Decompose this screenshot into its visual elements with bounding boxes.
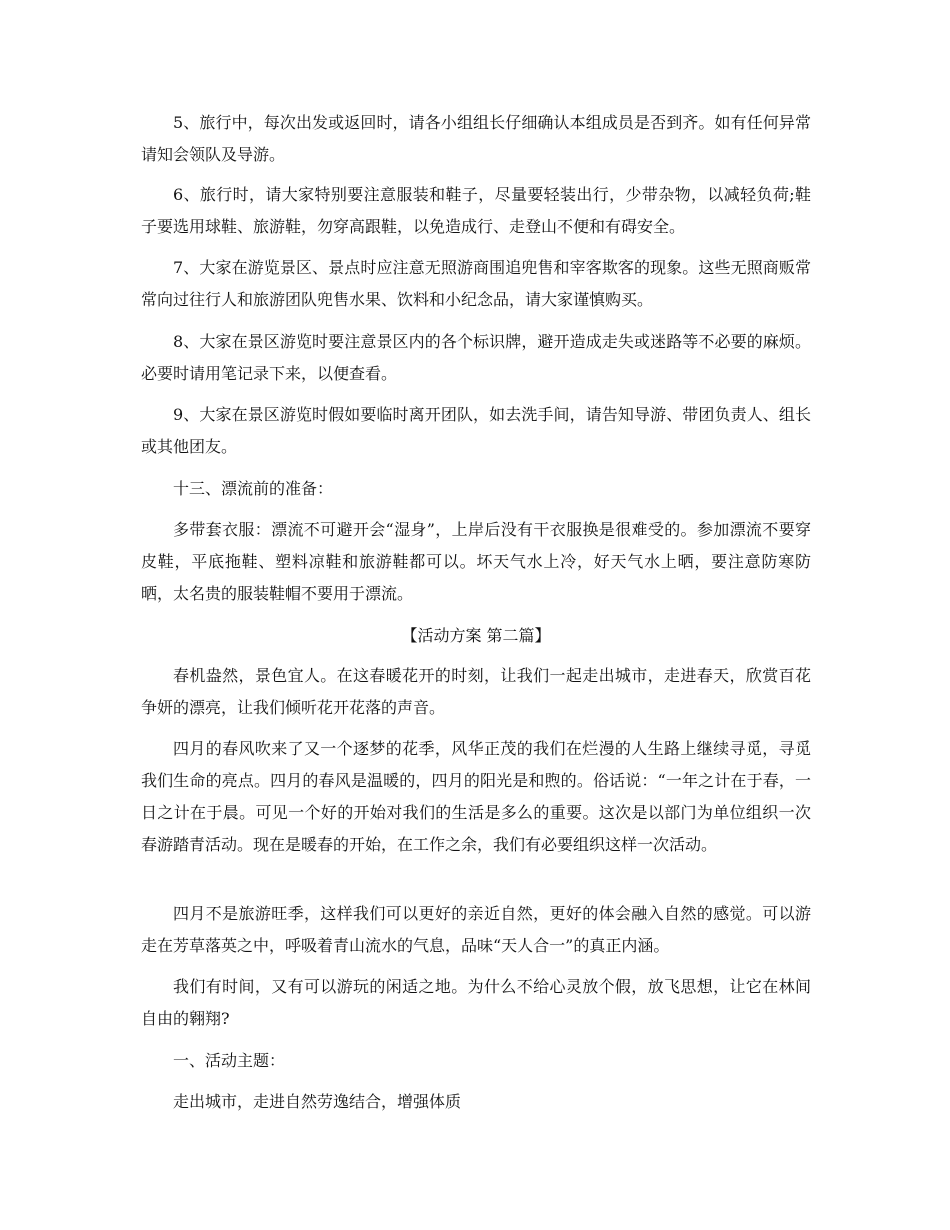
paragraph-item-6: 6、旅行时，请大家特别要注意服装和鞋子，尽量要轻装出行，少带杂物，以减轻负荷;鞋子要选用球鞋、旅游鞋，勿穿高跟鞋，以免造成行、走登山不便和有碍安全。 xyxy=(141,185,811,236)
paragraph-off-season: 四月不是旅游旺季，这样我们可以更好的亲近自然，更好的体会融入自然的感觉。可以游走在芳草落英之中，呼吸着青山流水的气息，品味“天人合一”的真正内涵。 xyxy=(141,904,811,955)
paragraph-item-5: 5、旅行中，每次出发或返回时，请各小组组长仔细确认本组成员是否到齐。如有任何异常请知会领队及导游。 xyxy=(141,113,811,164)
paragraph-item-8: 8、大家在景区游览时要注意景区内的各个标识牌，避开造成走失或迷路等不必要的麻烦。必要时请用笔记录下来，以便查看。 xyxy=(141,332,811,383)
heading-drifting-preparation: 十三、漂流前的准备： xyxy=(173,479,334,498)
paragraph-free-time: 我们有时间，又有可以游玩的闲适之地。为什么不给心灵放个假，放飞思想，让它在林间自由的翱翔? xyxy=(141,977,811,1028)
heading-activity-theme: 一、活动主题： xyxy=(173,1051,286,1070)
section-title: 【活动方案 第二篇】 xyxy=(401,626,551,645)
paragraph-item-9: 9、大家在景区游览时假如要临时离开团队，如去洗手间，请告知导游、带团负责人、组长或其他团友。 xyxy=(141,405,811,456)
paragraph-item-7: 7、大家在游览景区、景点时应注意无照游商围追兜售和宰客欺客的现象。这些无照商贩常常向过往行人和旅游团队兜售水果、饮料和小纪念品，请大家谨慎购买。 xyxy=(141,258,811,309)
paragraph-theme-content: 走出城市，走进自然劳逸结合，增强体质 xyxy=(173,1092,462,1111)
paragraph-drifting-clothes: 多带套衣服：漂流不可避开会“湿身”，上岸后没有干衣服换是很难受的。参加漂流不要穿皮鞋，平底拖鞋、塑料凉鞋和旅游鞋都可以。坏天气水上冷，好天气水上晒，要注意防寒防晒，太名贵的服装鞋帽不要用于漂流。 xyxy=(141,520,811,603)
paragraph-april-breeze: 四月的春风吹来了又一个逐梦的花季，风华正茂的我们在烂漫的人生路上继续寻觅，寻觅我们生命的亮点。四月的春风是温暖的，四月的阳光是和煦的。俗话说：“一年之计在于春，一日之计在于晨。可见一个好的开始对我们的生活是多么的重要。这次是以部门为单位组织一次春游踏青活动。现在是暖春的开始，在工作之余，我们有必要组织这样一次活动。 xyxy=(141,739,811,854)
paragraph-spring-intro: 春机盎然，景色宜人。在这春暖花开的时刻，让我们一起走出城市，走进春天，欣赏百花争妍的漂亮，让我们倾听花开花落的声音。 xyxy=(141,666,811,717)
